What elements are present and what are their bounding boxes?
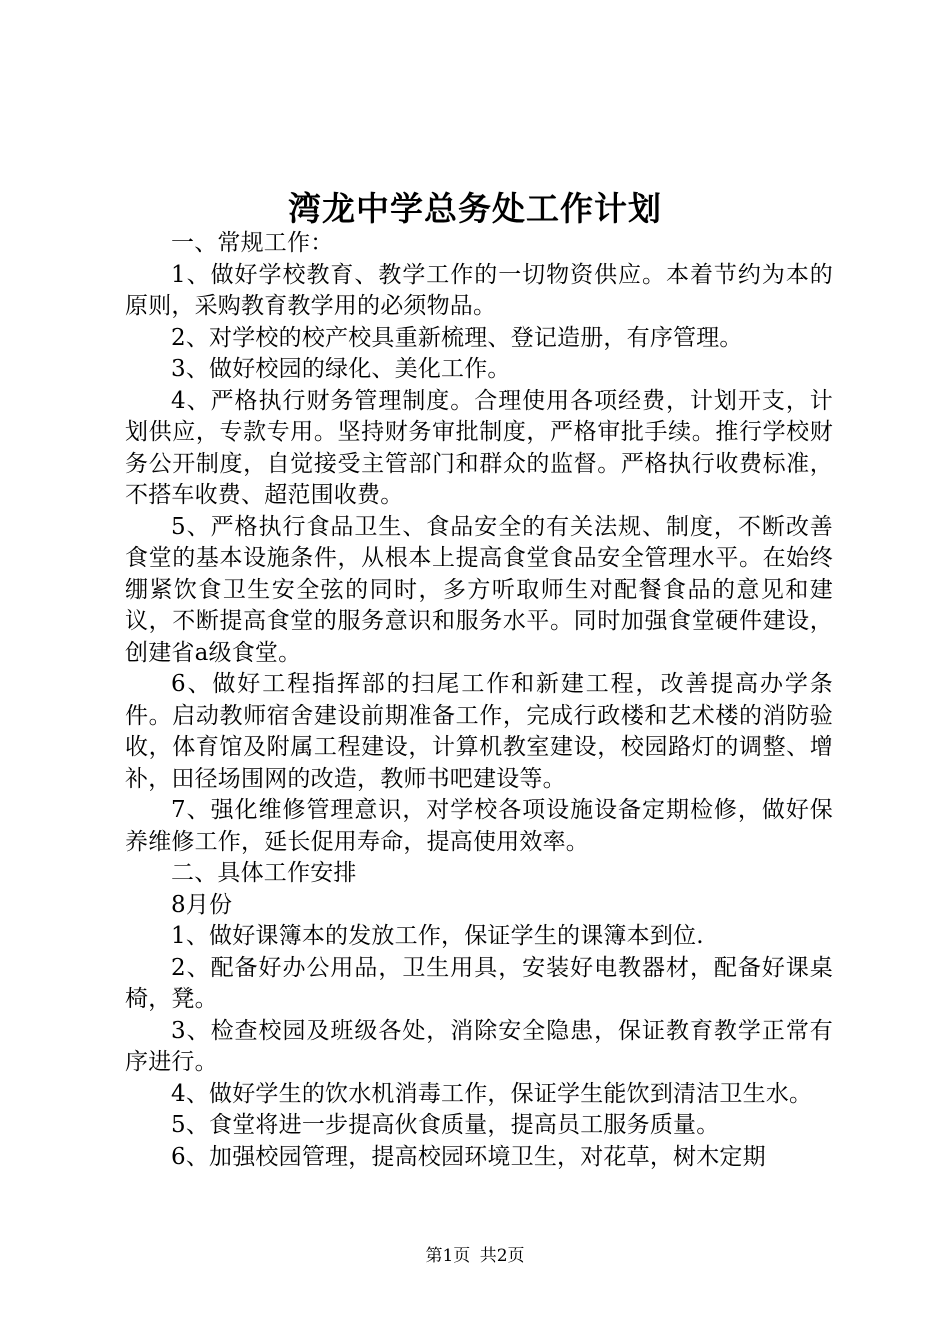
paragraph: 7、强化维修管理意识，对学校各项设施设备定期检修，做好保养维修工作，延长促用寿命，提高使用效率。 <box>125 797 833 855</box>
paragraph-month-heading: 8月份 <box>171 891 233 918</box>
page-number: 第1页 <box>425 1246 471 1266</box>
paragraph: 5、食堂将进一步提高伙食质量，提高员工服务质量。 <box>171 1112 720 1138</box>
paragraph: 2、配备好办公用品，卫生用具，安装好电教器材，配备好课桌椅，凳。 <box>125 954 833 1012</box>
paragraph: 3、做好校园的绿化、美化工作。 <box>171 356 511 382</box>
page-total: 共2页 <box>479 1246 525 1266</box>
paragraph-section-1-heading: 一、常规工作： <box>171 230 334 256</box>
paragraph: 5、严格执行食品卫生、食品安全的有关法规、制度，不断改善食堂的基本设施条件，从根本上提高食堂食品安全管理水平。在始终绷紧饮食卫生安全弦的同时，多方听取师生对配餐食品的意见和建议，不断提高食堂的服务意识和服务水平。同时加强食堂硬件建设，创建省a级食堂。 <box>125 513 833 666</box>
page-footer <box>0 1244 950 1268</box>
document-title: 湾龙中学总务处工作计划 <box>288 189 662 228</box>
paragraph-section-2-heading: 二、具体工作安排 <box>171 860 357 886</box>
paragraph: 1、做好课簿本的发放工作，保证学生的课簿本到位. <box>171 923 704 949</box>
paragraph: 6、加强校园管理，提高校园环境卫生，对花草，树木定期 <box>171 1143 766 1170</box>
paragraph: 3、检查校园及班级各处，消除安全隐患，保证教育教学正常有序进行。 <box>125 1017 833 1075</box>
paragraph: 1、做好学校教育、教学工作的一切物资供应。本着节约为本的原则，采购教育教学用的必须物品。 <box>125 261 833 319</box>
paragraph: 2、对学校的校产校具重新梳理、登记造册，有序管理。 <box>171 324 743 351</box>
document-body <box>125 228 833 1173</box>
paragraph: 4、严格执行财务管理制度。合理使用各项经费，计划开支，计划供应，专款专用。坚持财务审批制度，严格审批手续。推行学校财务公开制度，自觉接受主管部门和群众的监督。严格执行收费标准，不搭车收费、超范围收费。 <box>125 387 833 508</box>
paragraph: 6、做好工程指挥部的扫尾工作和新建工程，改善提高办学条件。启动教师宿舍建设前期准备工作，完成行政楼和艺术楼的消防验收，体育馆及附属工程建设，计算机教室建设，校园路灯的调整、增补，田径场围网的改造，教师书吧建设等。 <box>125 671 833 792</box>
paragraph: 4、做好学生的饮水机消毒工作，保证学生能饮到清洁卫生水。 <box>171 1080 813 1107</box>
